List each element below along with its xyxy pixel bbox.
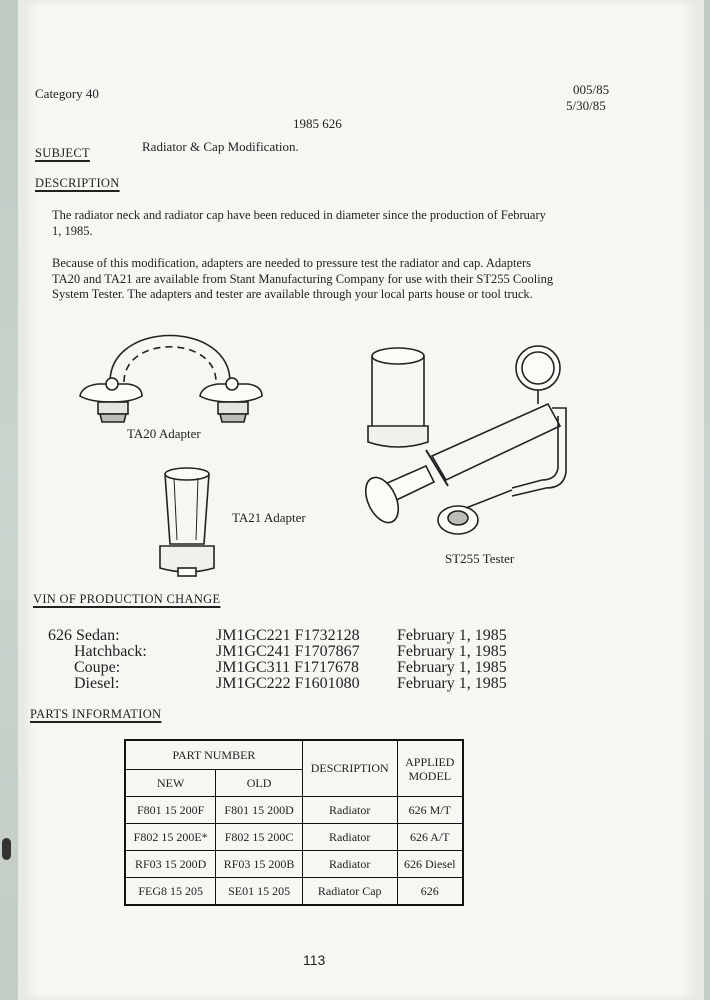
st255-caption: ST255 Tester: [445, 551, 515, 566]
vin-number: JM1GC221 F1732128: [216, 627, 360, 644]
description-header: DESCRIPTION: [302, 740, 397, 797]
part-description: Radiator: [302, 851, 397, 878]
vin-model-sedan: 626 Sedan:: [48, 627, 120, 644]
applied-model: 626 Diesel: [397, 851, 463, 878]
ta20-adapter-illustration: [72, 310, 272, 435]
text-line: Because of this modification, adapters are needed to pressure test the radiator and cap. Adapters: [52, 256, 531, 270]
vin-date: February 1, 1985: [397, 643, 507, 660]
applied-model: 626: [397, 878, 463, 906]
text-line: The radiator neck and radiator cap have been reduced in diameter since the production of February: [52, 208, 546, 222]
part-description: Radiator: [302, 797, 397, 824]
description-paragraph-2: [52, 256, 600, 303]
new-part-number: F801 15 200F: [125, 797, 216, 824]
ta20-caption: TA20 Adapter: [127, 426, 201, 441]
st255-tester-illustration: [362, 338, 580, 538]
table-row: [125, 797, 463, 824]
table-row: [125, 851, 463, 878]
vin-number: JM1GC222 F1601080: [216, 675, 360, 692]
category-label: Category 40: [35, 86, 99, 101]
new-part-number: F802 15 200E*: [125, 824, 216, 851]
parts-table: [124, 739, 464, 906]
text-line: TA20 and TA21 are available from Stant Manufacturing Company for use with their ST255 Cooling: [52, 271, 554, 286]
parts-heading: PARTS INFORMATION: [30, 707, 162, 721]
table-row: [125, 824, 463, 851]
vin-date: February 1, 1985: [397, 675, 507, 692]
old-part-number: SE01 15 205: [216, 878, 303, 906]
new-header: NEW: [125, 770, 216, 797]
text-line: System Tester. The adapters and tester are available through your local parts house or tool truck.: [52, 287, 533, 301]
vin-number: JM1GC241 F1707867: [216, 643, 360, 660]
text-line: 1, 1985.: [52, 223, 93, 238]
vin-number: JM1GC311 F1717678: [216, 659, 359, 676]
applied-model: 626 A/T: [397, 824, 463, 851]
vin-date: February 1, 1985: [397, 627, 507, 644]
ta21-adapter-illustration: [152, 464, 222, 584]
bulletin-code: 005/85: [573, 82, 610, 97]
old-header: OLD: [216, 770, 303, 797]
binder-hole: [2, 838, 11, 860]
part-number-header: PART NUMBER: [125, 740, 302, 770]
subject-heading: SUBJECT: [35, 146, 90, 160]
new-part-number: RF03 15 200D: [125, 851, 216, 878]
description-heading: DESCRIPTION: [35, 176, 120, 190]
part-description: Radiator Cap: [302, 878, 397, 906]
new-part-number: FEG8 15 205: [125, 878, 216, 906]
vin-model-diesel: Diesel:: [74, 675, 120, 692]
applied-model-header: [397, 740, 463, 797]
ta21-caption: TA21 Adapter: [232, 510, 306, 525]
applied-model-header-line1: APPLIED: [405, 754, 455, 769]
applied-model-header-line2: MODEL: [408, 768, 452, 783]
vin-model-hatchback: Hatchback:: [74, 643, 147, 660]
page-number: 113: [303, 952, 326, 968]
model-year-title: 1985 626: [293, 116, 342, 131]
part-description: Radiator: [302, 824, 397, 851]
old-part-number: RF03 15 200B: [216, 851, 303, 878]
table-row: [125, 878, 463, 906]
vin-model-coupe: Coupe:: [74, 659, 121, 676]
vin-date: February 1, 1985: [397, 659, 507, 676]
old-part-number: F802 15 200C: [216, 824, 303, 851]
bulletin-date: 5/30/85: [566, 98, 606, 113]
vin-heading: VIN OF PRODUCTION CHANGE: [33, 592, 221, 606]
table-header-row: [125, 740, 463, 770]
subject-text: Radiator & Cap Modification.: [142, 139, 299, 154]
old-part-number: F801 15 200D: [216, 797, 303, 824]
description-paragraph-1: [52, 208, 600, 239]
applied-model: 626 M/T: [397, 797, 463, 824]
